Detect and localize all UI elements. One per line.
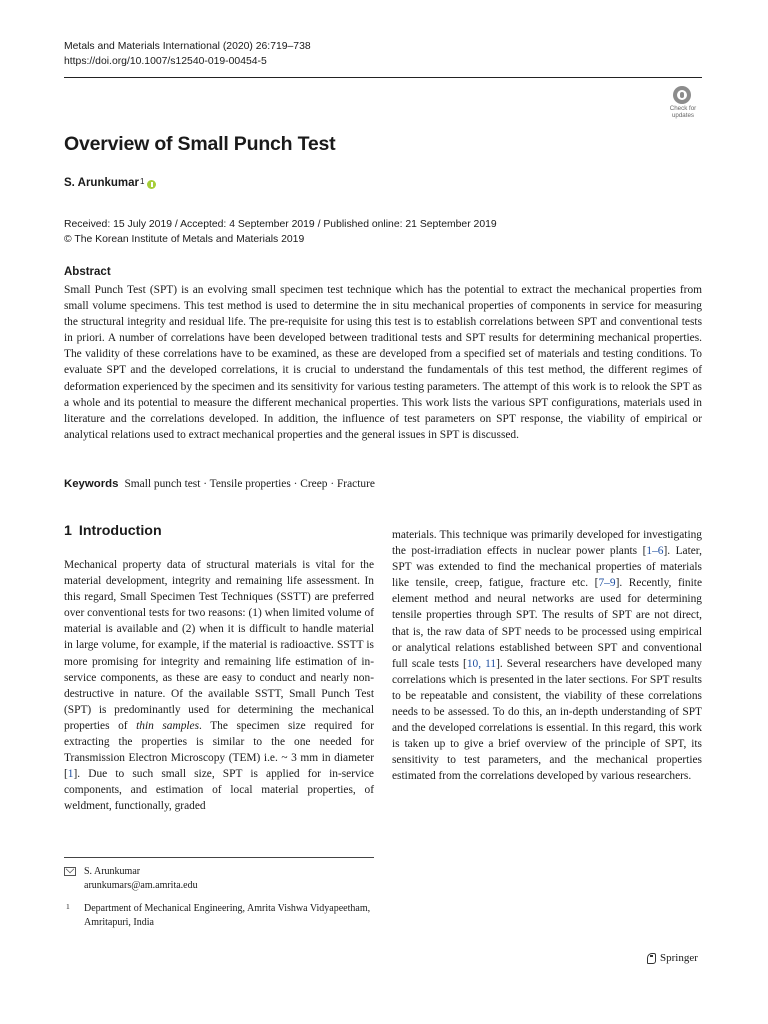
publisher-logo xyxy=(646,952,698,964)
citation-link[interactable]: 1–6 xyxy=(646,545,664,558)
text-run: ]. Due to such small size, SPT is applied for in-service components, and estimation of local material properties, of weldment, functionally, graded xyxy=(64,768,374,813)
keywords-line xyxy=(64,478,375,490)
keywords-heading: Keywords xyxy=(64,478,119,490)
citation-link[interactable]: 7–9 xyxy=(598,577,616,590)
body-column-right xyxy=(392,527,702,785)
affiliation-number: 1 xyxy=(66,902,70,911)
envelope-icon xyxy=(64,867,76,876)
text-run: materials. This technique was primarily developed for investigating the post-irradiation effects in nuclear power plants [ xyxy=(392,529,702,558)
publisher-name: Springer xyxy=(660,952,698,964)
section-heading xyxy=(64,523,162,539)
keywords-list: Small punch test · Tensile properties · Creep · Fracture xyxy=(124,478,375,490)
header-rule xyxy=(64,77,702,78)
article-history: Received: 15 July 2019 / Accepted: 4 September 2019 / Published online: 21 September 2019 xyxy=(64,219,497,230)
orcid-icon[interactable] xyxy=(147,180,156,189)
affiliation-mark: 1 xyxy=(139,177,145,186)
text-run: ]. Several researchers have developed many correlations which is presented in the later sections. For SPT results to be repeatable and consistent, the viability of these correlations needs to be assessed. To do this, an in-depth understanding of SPT and the developed correlations is essential. In this regard, this work is taken up to give a brief overview of the principle of SPT, its sensitivity to test parameters, and the mechanical properties estimated from the correlations developed by various researchers. xyxy=(392,657,702,783)
section-number: 1 xyxy=(64,523,72,539)
emphasis-thin-samples: thin samples xyxy=(136,719,200,732)
author-email[interactable]: arunkumars@am.amrita.edu xyxy=(84,879,198,891)
article-title: Overview of Small Punch Test xyxy=(64,133,336,155)
section-title: Introduction xyxy=(78,523,162,539)
doi-link[interactable]: https://doi.org/10.1007/s12540-019-00454-5 xyxy=(64,55,267,67)
abstract-text: Small Punch Test (SPT) is an evolving small specimen test technique which has the potential to extract the mechanical properties from small volume specimens. This test method is used to determine the in situ mechanical properties of components in service for measuring the structural integrity and residual life. The pre-requisite for using this test is to establish correlations between SPT and conventional tests in priori. A number of correlations have been developed between traditional tests and SPT results for determining mechanical properties. The validity of these correlations have to be examined, as these are developed from a specified set of materials and testing conditions. To evaluate SPT and the developed correlations, it is crucial to understand the fundamentals of this test method, the different regimes of deformation experienced by the specimen and its sensitivity for various testing parameters. The attempt of this work is to relook the SPT as a whole and its potential to measure the different mechanical properties. This work lists the various SPT configurations, materials used in literature and the correlations developed. In addition, the influence of test parameters on SPT response, the viability of empirical or analytical relations used to extract mechanical properties and the general issues in SPT is discussed. xyxy=(64,284,702,441)
footnote-rule xyxy=(64,857,374,858)
author-name[interactable]: S. Arunkumar xyxy=(64,177,139,189)
copyright-line: © The Korean Institute of Metals and Materials 2019 xyxy=(64,233,305,245)
footnote-author: S. Arunkumar xyxy=(84,866,141,877)
text-run: ]. Recently, finite element method and neural networks are used for determining tensile properties through SPT. The results of SPT are not direct, that is, the raw data of SPT needs to be processed using empirical or analytical relations established between SPT and conventional full scale tests [ xyxy=(392,577,703,670)
text-run: ]. Later, SPT was extended to find the mechanical properties of materials like tensile, creep, fatigue, fracture etc. [ xyxy=(392,545,702,590)
body-column-left xyxy=(64,557,374,815)
badge-line-1: Check for xyxy=(669,105,697,112)
text-run: Mechanical property data of structural materials is vital for the material development, integrity and remaining life assessment. In this regard, Small Specimen Test Techniques (SSTT) are preferred over conventional tests for two reasons: (1) when limited volume of material is available and (2) when it is difficult to handle material in large volume, for example, if the material is radioactive. SSTT is more promising for integrity and remaining life estimation of in-service components, as these are easy to conduct and nearly non-destructive in nature. Of the available SSTT, Small Punch Test (SPT) is predominantly used for determining the mechanical properties of xyxy=(64,559,374,732)
text-run: . The specimen size required for extracting the properties is similar to the one needed for Transmission Electron Microscopy (TEM) i.e. ~ 3 mm in diameter [ xyxy=(64,719,374,781)
abstract-heading: Abstract xyxy=(64,266,111,278)
badge-line-2: updates xyxy=(671,111,695,119)
citation-link[interactable]: 10, 11 xyxy=(466,657,497,670)
check-for-updates-badge[interactable] xyxy=(664,84,702,122)
journal-header xyxy=(64,40,311,69)
citation-link[interactable]: 1 xyxy=(67,768,74,781)
springer-horse-icon xyxy=(646,952,656,964)
intro-paragraph xyxy=(64,557,374,815)
journal-citation: Metals and Materials International (2020) 26:719–738 xyxy=(64,41,311,52)
intro-paragraph-continued xyxy=(392,527,702,785)
author-line xyxy=(64,177,156,189)
article-dates xyxy=(64,218,497,247)
affiliation-text: Department of Mechanical Engineering, Amrita Vishwa Vidyapeetham, Amritapuri, India xyxy=(84,903,371,928)
check-for-updates-icon xyxy=(673,86,691,104)
